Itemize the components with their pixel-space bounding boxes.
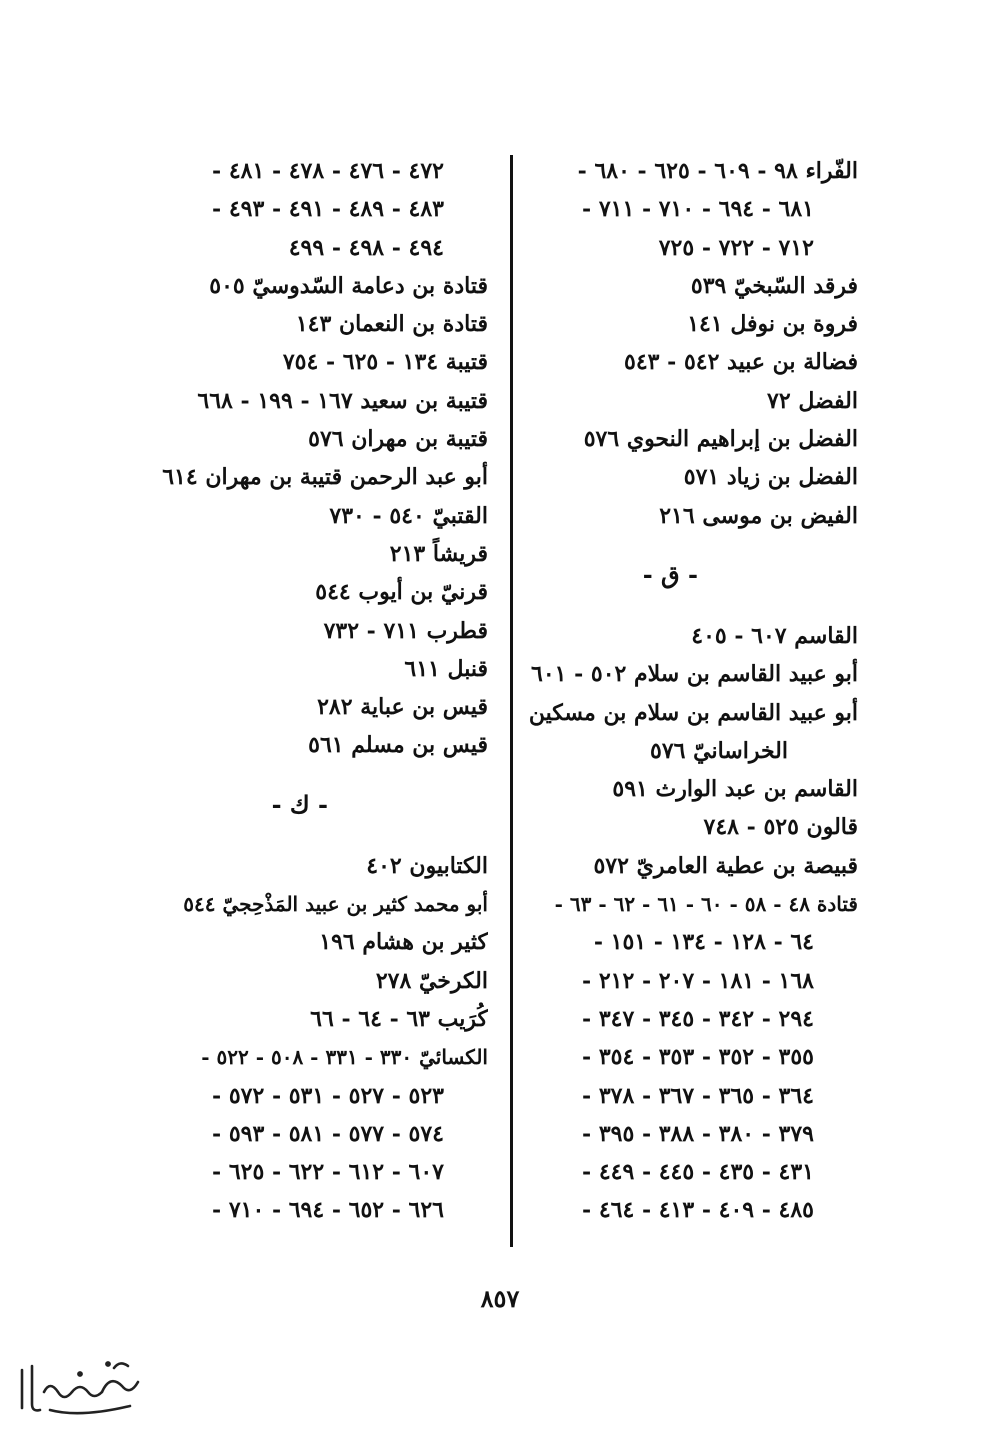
index-entry: الكرخيّ ٢٧٨ (375, 967, 488, 994)
index-entry: قتادة بن دعامة السّدوسيّ ٥٠٥ (209, 272, 488, 299)
index-entry-continuation: ٥٢٣ - ٥٢٧ - ٥٣١ - ٥٧٢ - (212, 1082, 444, 1109)
index-entry-continuation: ٣٧٩ - ٣٨٠ - ٣٨٨ - ٣٩٥ - (582, 1120, 814, 1147)
index-entry: أبو عبيد القاسم بن سلام ٥٠٢ - ٦٠١ (531, 661, 858, 688)
index-entry: الكسائيّ ٣٣٠ - ٣٣١ - ٥٠٨ - ٥٢٢ - (201, 1045, 488, 1070)
index-entry: الفّراء ٩٨ - ٦٠٩ - ٦٢٥ - ٦٨٠ - (577, 158, 858, 184)
index-entry: قرنيّ بن أيوب ٥٤٤ (315, 579, 488, 606)
index-entry: الفيض بن موسى ٢١٦ (659, 502, 858, 529)
index-entry-continuation: ٤٧٢ - ٤٧٦ - ٤٧٨ - ٤٨١ - (212, 158, 444, 184)
index-entry: الفضل ٧٢ (767, 387, 858, 414)
page-number: ٨٥٧ (480, 1284, 520, 1313)
index-entry: قتيبة بن سعيد ١٦٧ - ١٩٩ - ٦٦٨ (197, 387, 488, 414)
index-entry: قيس بن مسلم ٥٦١ (308, 732, 488, 759)
index-entry: قيس بن عباية ٢٨٢ (317, 694, 488, 721)
index-entry: قتيبة ١٣٤ - ٦٢٥ - ٧٥٤ (282, 349, 488, 376)
index-entry: كُرَيب ٦٣ - ٦٤ - ٦٦ (310, 1005, 488, 1032)
index-entry: قتيبة بن مهران ٥٧٦ (308, 426, 488, 453)
section-header-qaf: - ق - (642, 559, 698, 589)
index-entry: فرقد السّبخيّ ٥٣٩ (690, 272, 858, 299)
index-entry: قتادة بن النعمان ١٤٣ (295, 311, 488, 338)
column-divider (510, 155, 513, 1247)
index-entry: قتادة ٤٨ - ٥٨ - ٦٠ - ٦١ - ٦٢ - ٦٣ - (554, 892, 858, 917)
index-entry: القاسم بن عبد الوارث ٥٩١ (612, 776, 858, 803)
index-entry-continuation: ٢٩٤ - ٣٤٢ - ٣٤٥ - ٣٤٧ - (582, 1005, 814, 1032)
index-entry: قريشاً ٢١٣ (389, 540, 488, 567)
index-entry: الفضل بن إبراهيم النحوي ٥٧٦ (583, 426, 858, 453)
index-entry-continuation: ٤٨٣ - ٤٨٩ - ٤٩١ - ٤٩٣ - (212, 196, 444, 223)
index-entry: قالون ٥٢٥ - ٧٤٨ (703, 814, 858, 841)
index-entry-continuation: ٦٠٧ - ٦١٢ - ٦٢٢ - ٦٢٥ - (212, 1159, 444, 1186)
index-entry: القتبيّ ٥٤٠ - ٧٣٠ (329, 502, 488, 529)
index-entry-continuation: ٤٩٤ - ٤٩٨ - ٤٩٩ (288, 234, 444, 261)
index-entry: الفضل بن زياد ٥٧١ (683, 464, 858, 491)
index-entry-continuation: ٣٦٤ - ٣٦٥ - ٣٦٧ - ٣٧٨ - (582, 1082, 814, 1109)
index-entry-continuation: ١٦٨ - ١٨١ - ٢٠٧ - ٢١٢ - (582, 967, 814, 994)
section-header-kaf: - ك - (271, 789, 328, 819)
index-entry-continuation: ٥٧٤ - ٥٧٧ - ٥٨١ - ٥٩٣ - (212, 1120, 444, 1147)
index-entry-continuation: ٦٤ - ١٢٨ - ١٣٤ - ١٥١ - (593, 929, 814, 956)
index-column-left (128, 152, 488, 1230)
index-entry: فضالة بن عبيد ٥٤٢ - ٥٤٣ (624, 349, 858, 376)
index-entry: أبو عبيد القاسم بن سلام بن مسكين (528, 699, 858, 726)
index-entry: قطرب ٧١١ - ٧٣٢ (323, 617, 488, 644)
index-entry: القاسم ٦٠٧ - ٤٠٥ (691, 622, 858, 649)
index-entry-continuation: ٦٢٦ - ٦٥٢ - ٦٩٤ - ٧١٠ - (212, 1197, 444, 1224)
index-entry-continuation: ٦٨١ - ٦٩٤ - ٧١٠ - ٧١١ - (582, 196, 814, 223)
calligraphy-logo (10, 1352, 150, 1424)
index-entry: قبيصة بن عطية العامريّ ٥٧٢ (593, 852, 858, 879)
index-entry: كثير بن هشام ١٩٦ (319, 929, 488, 956)
index-entry: أبو محمد كثير بن عبيد المَذْحِجيّ ٥٤٤ (183, 892, 488, 917)
index-entry-continuation: ٤٨٥ - ٤٠٩ - ٤١٣ - ٤٦٤ - (582, 1197, 814, 1224)
index-entry: أبو عبد الرحمن قتيبة بن مهران ٦١٤ (162, 464, 488, 491)
index-column-right (518, 152, 858, 1230)
index-entry-continuation: ٤٣١ - ٤٣٥ - ٤٤٥ - ٤٤٩ - (582, 1159, 814, 1186)
index-entry-continuation: الخراسانيّ ٥٧٦ (650, 737, 788, 764)
index-entry-continuation: ٣٥٥ - ٣٥٢ - ٣٥٣ - ٣٥٤ - (582, 1044, 814, 1071)
index-entry-continuation: ٧١٢ - ٧٢٢ - ٧٢٥ (658, 234, 814, 261)
index-entry: الكتابيون ٤٠٢ (366, 852, 488, 879)
index-entry: فروة بن نوفل ١٤١ (687, 311, 858, 338)
index-entry: قنبل ٦١١ (404, 655, 488, 682)
